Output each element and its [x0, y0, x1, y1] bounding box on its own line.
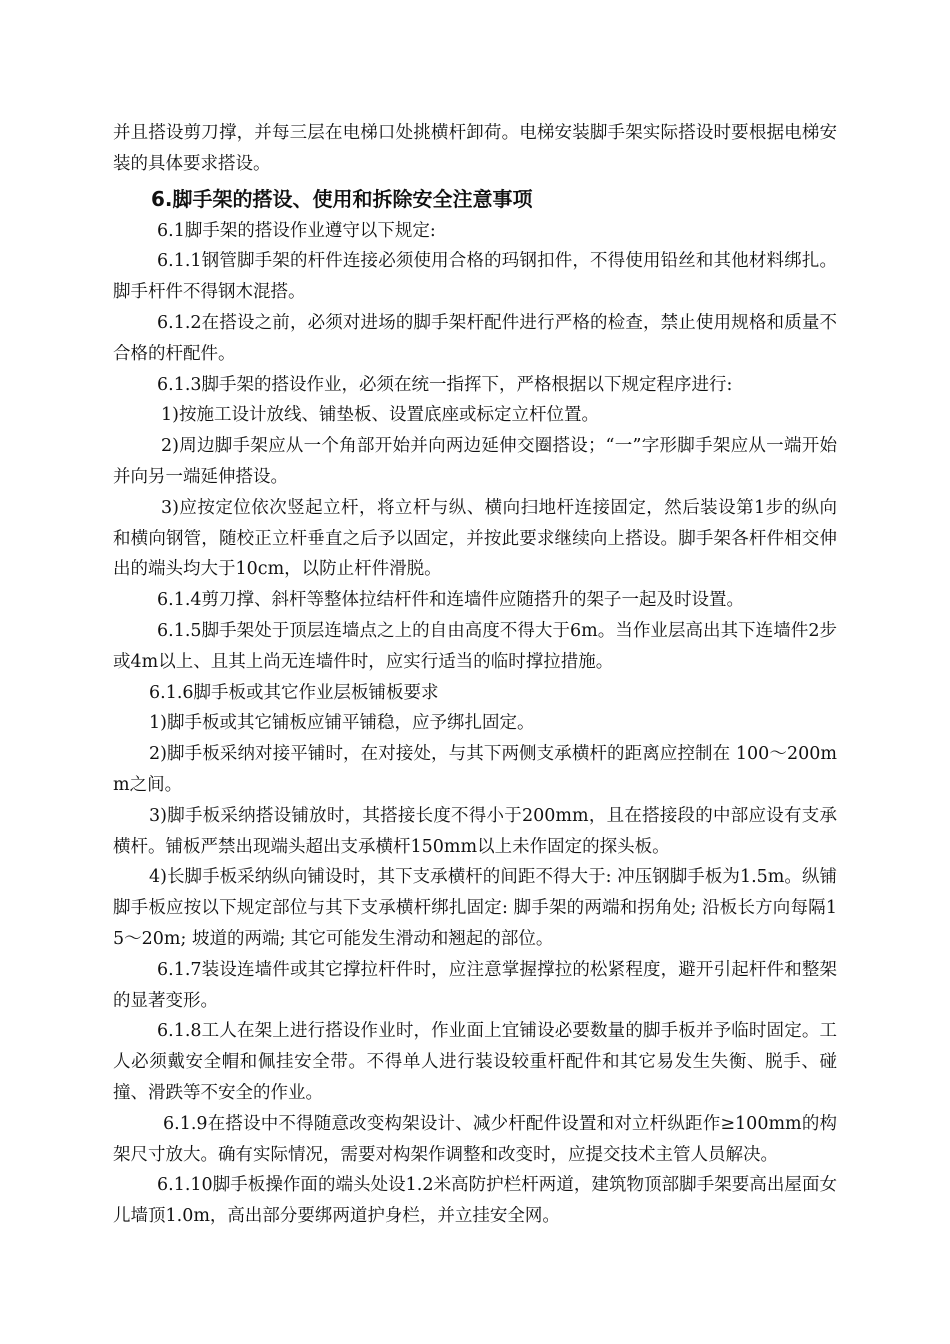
- clause-6-1-3-item-3: 3)应按定位依次竖起立杆，将立杆与纵、横向扫地杆连接固定，然后装设第1步的纵向和横向钢管，随校正立杆垂直之后予以固定，并按此要求继续向上搭设。脚手架各杆件相交伸出的端头均大于10cm，以防止杆件滑脱。: [113, 497, 837, 580]
- clause-6-1-6: 6.1.6脚手板或其它作业层板铺板要求: [149, 682, 439, 703]
- clause-6-1-3-item-1: 1)按施工设计放线、铺垫板、设置底座或标定立杆位置。: [161, 405, 599, 426]
- section-heading: 6.脚手架的搭设、使用和拆除安全注意事项: [151, 186, 533, 211]
- clause-6-1-7: 6.1.7装设连墙件或其它撑拉杆件时，应注意掌握撑拉的松紧程度，避开引起杆件和整架的显著变形。: [113, 959, 837, 1011]
- clause-6-1-3: 6.1.3脚手架的搭设作业，必须在统一指挥下，严格根据以下规定程序进行:: [157, 374, 733, 395]
- clause-6-1-3-item-2: 2)周边脚手架应从一个角部开始并向两边延伸交圈搭设；“一”字形脚手架应从一端开始并向另一端延伸搭设。: [113, 436, 837, 487]
- clause-6-1-6-item-2: 2)脚手板采纳对接平铺时，在对接处，与其下两侧支承横杆的距离应控制在 100～200mm之间。: [113, 744, 837, 795]
- clause-6-1-6-item-4: 4)长脚手板采纳纵向铺设时，其下支承横杆的间距不得大于: 冲压钢脚手板为1.5m。纵铺脚手板应按以下规定部位与其下支承横杆绑扎固定: 脚手架的两端和拐角处; 沿板长方向每隔15～20m; 坡道的两端; 其它可能发生滑动和翘起的部位。: [113, 867, 837, 949]
- clause-6-1-2: 6.1.2在搭设之前，必须对进场的脚手架杆配件进行严格的检查，禁止使用规格和质量不合格的杆配件。: [113, 312, 837, 364]
- clause-6-1-8: 6.1.8工人在架上进行搭设作业时，作业面上宜铺设必要数量的脚手板并予临时固定。工人必须戴安全帽和佩挂安全带。不得单人进行装设较重杆配件和其它易发生失衡、脱手、碰撞、滑跌等不安全的作业。: [113, 1021, 837, 1103]
- clause-6-1-10: 6.1.10脚手板操作面的端头处设1.2米高防护栏杆两道，建筑物顶部脚手架要高出屋面女儿墙顶1.0m，高出部分要绑两道护身栏，并立挂安全网。: [113, 1175, 837, 1227]
- clause-6-1-6-item-3: 3)脚手板采纳搭设铺放时，其搭接长度不得小于200mm，且在搭接段的中部应设有支承横杆。铺板严禁出现端头超出支承横杆150mm以上未作固定的探头板。: [113, 805, 837, 857]
- clause-6-1-9: 6.1.9在搭设中不得随意改变构架设计、减少杆配件设置和对立杆纵距作≥100mm的构架尺寸放大。确有实际情况，需要对构架作调整和改变时，应提交技术主管人员解决。: [113, 1113, 837, 1165]
- clause-6-1-6-item-1: 1)脚手板或其它铺板应铺平铺稳，应予绑扎固定。: [149, 713, 535, 734]
- clause-6-1-4: 6.1.4剪刀撑、斜杆等整体拉结杆件和连墙件应随搭升的架子一起及时设置。: [157, 590, 745, 611]
- clause-6-1-5: 6.1.5脚手架处于顶层连墙点之上的自由高度不得大于6m。当作业层高出其下连墙件2步或4m以上、且其上尚无连墙件时，应实行适当的临时撑拉措施。: [113, 620, 837, 672]
- clause-6-1-1: 6.1.1钢管脚手架的杆件连接必须使用合格的玛钢扣件，不得使用铅丝和其他材料绑扎。脚手杆件不得钢木混搭。: [113, 251, 837, 303]
- clause-6-1: 6.1脚手架的搭设作业遵守以下规定:: [157, 220, 436, 241]
- paragraph-continuation: 并且搭设剪刀撑，并每三层在电梯口处挑横杆卸荷。电梯安装脚手架实际搭设时要根据电梯安装的具体要求搭设。: [113, 123, 837, 174]
- document-page: [113, 118, 837, 1232]
